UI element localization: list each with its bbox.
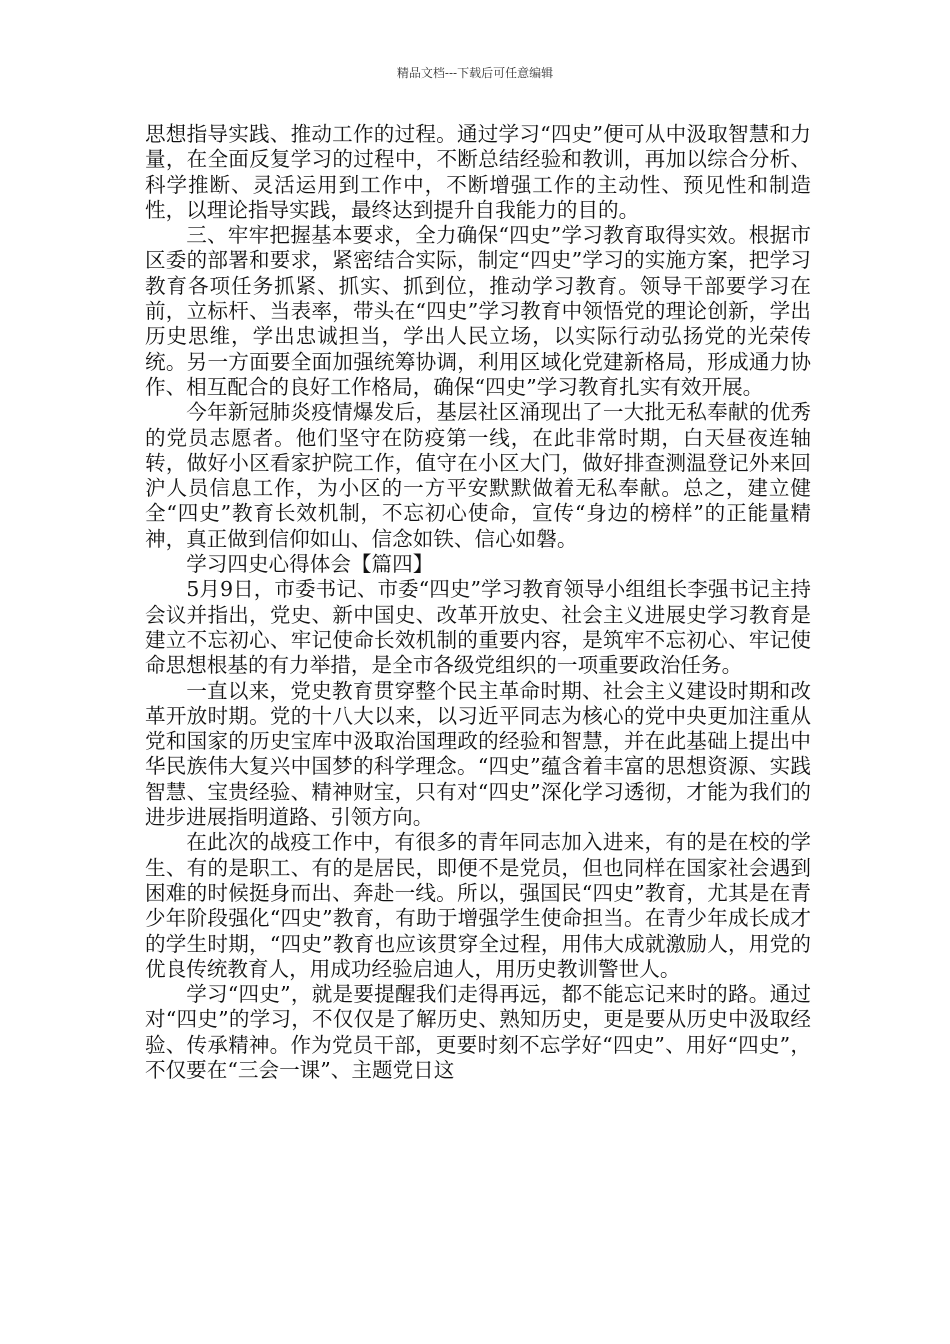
paragraph-volunteers: 今年新冠肺炎疫情爆发后，基层社区涌现出了一大批无私奉献的优秀的党员志愿者。他们坚守在防疫第一线，在此非常时期，白天昼夜连轴转，做好小区看家护院工作，值守在小区大门，做好排查测温登记外来回沪人员信息工作，为小区的一方平安默默做着无私奉献。总之，建立健全“四史”教育长效机制，不忘初心使命，宣传“身边的榜样”的正能量精神，真正做到信仰如山、信念如铁、信心如磐。 <box>145 400 811 551</box>
paragraph-learning: 学习“四史”，就是要提醒我们走得再远，都不能忘记来时的路。通过对“四史”的学习，不仅仅是了解历史、熟知历史，更是要从历史中汲取经验、传承精神。作为党员干部，更要时刻不忘学好“四史”、用好“四史”，不仅要在“三会一课”、主题党日这 <box>145 982 811 1082</box>
paragraph-continuation: 思想指导实践、推动工作的过程。通过学习“四史”便可从中汲取智慧和力量，在全面反复学习的过程中，不断总结经验和教训，再加以综合分析、科学推断、灵活运用到工作中，不断增强工作的主动性、预见性和制造性，以理论指导实践，最终达到提升自我能力的目的。 <box>145 122 811 222</box>
paragraph-history-education: 一直以来，党史教育贯穿整个民主革命时期、社会主义建设时期和改革开放时期。党的十八大以来，以习近平同志为核心的党中央更加注重从党和国家的历史宝库中汲取治国理政的经验和智慧，并在此基础上提出中华民族伟大复兴中国梦的科学理念。“四史”蕴含着丰富的思想资源、实践智慧、宝贵经验、精神财宝，只有对“四史”深化学习透彻，才能为我们的进步进展指明道路、引领方向。 <box>145 678 811 830</box>
page-header: 精品文档---下载后可任意编辑 <box>396 66 554 80</box>
section-heading: 学习四史心得体会【篇四】 <box>186 552 434 577</box>
document-body <box>145 122 811 1083</box>
paragraph-youth: 在此次的战疫工作中，有很多的青年同志加入进来，有的是在校的学生、有的是职工、有的是居民，即便不是党员，但也同样在国家社会遇到困难的时候挺身而出、奔赴一线。所以，强国民“四史”教育，尤其是在青少年阶段强化“四史”教育，有助于增强学生使命担当。在青少年成长成才的学生时期，“四史”教育也应该贯穿全过程，用伟大成就激励人，用党的优良传统教育人，用成功经验启迪人，用历史教训警世人。 <box>145 830 811 981</box>
paragraph-meeting: 5月9日，市委书记、市委“四史”学习教育领导小组组长李强书记主持会议并指出，党史、新中国史、改革开放史、社会主义进展史学习教育是建立不忘初心、牢记使命长效机制的重要内容，是筑牢不忘初心、牢记使命思想根基的有力举措，是全市各级党组织的一项重要政治任务。 <box>145 577 811 678</box>
paragraph-section-three: 三、牢牢把握基本要求，全力确保“四史”学习教育取得实效。根据市区委的部署和要求，紧密结合实际，制定“四史”学习的实施方案，把学习教育各项任务抓紧、抓实、抓到位，推动学习教育。领导干部要学习在前，立标杆、当表率，带头在“四史”学习教育中领悟党的理论创新，学出历史思维，学出忠诚担当，学出人民立场，以实际行动弘扬党的光荣传统。另一方面要全面加强统筹协调，利用区域化党建新格局，形成通力协作、相互配合的良好工作格局，确保“四史”学习教育扎实有效开展。 <box>145 223 811 399</box>
